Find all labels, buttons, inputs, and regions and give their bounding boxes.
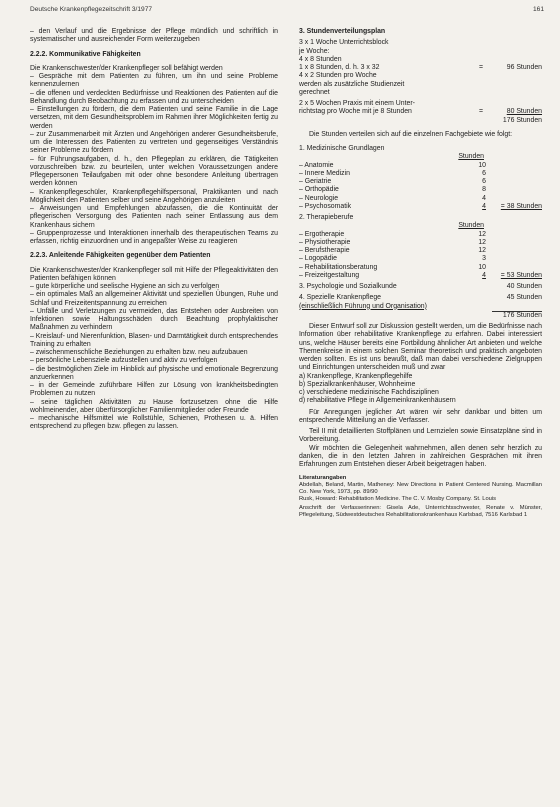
plan-text: werden als zusätzliche Studienzeit (299, 80, 405, 88)
plan-line (299, 81, 542, 89)
subject-title: 1. Medizinische Grundlagen (299, 145, 385, 152)
plan-line (299, 64, 542, 72)
subject-nursing (299, 294, 542, 311)
list-item: – die bestmöglichen Ziele im Hinblick auf physische und emotionale Begrenzung anzuerkennen (30, 365, 278, 381)
plan-text: 4 x 8 Stunden (299, 55, 342, 63)
paragraph: – den Verlauf und die Ergebnisse der Pflege mündlich und schriftlich in systematischer und ausreichender Form weiterzugeben (30, 28, 278, 44)
bullet-list (30, 283, 278, 432)
subject-total (486, 239, 542, 247)
plan-text: je Woche: (299, 47, 330, 55)
subject-name: – Logopädie (299, 255, 337, 263)
subject-hours: 4 (482, 194, 486, 202)
subject-hours: 3 (482, 255, 486, 263)
subject-hours: 45 Stunden (506, 294, 542, 302)
section-heading: 2.2.3. Anleitende Fähigkeiten gegenüber dem Patienten (30, 252, 211, 260)
section-heading: 3. Stundenverteilungsplan (299, 28, 386, 35)
list-item: c) verschiedene medizinische Fachdisziplinen (299, 389, 439, 396)
subject-total (486, 178, 542, 186)
page-number: 161 (532, 6, 544, 13)
plan-line (299, 72, 542, 80)
subject-medical (299, 145, 542, 211)
author-address: Anschrift der Verfasserinnen: Gisela Ade, Unterrichtsschwester, Renate v. Münster, Pflegeleitung, Südwestdeutsches Rehabilitationskrankenhaus Karlsbad, 7516 Karlsbad 1 (299, 505, 542, 519)
subject-item (299, 239, 542, 247)
list-item: – in der Gemeinde zuführbare Hilfen zur Lösung von krankheitsbedingten Problemen zu nutzen (30, 382, 278, 398)
section-heading: 2.2.2. Kommunikative Fähigkeiten (30, 50, 141, 58)
subject-hours: 10 (478, 161, 486, 169)
subject-name: – Rehabilitationsberatung (299, 263, 378, 271)
hours-plan-practice (299, 100, 542, 117)
subject-list (299, 231, 542, 281)
list-item: – Kreislauf- und Nierenfunktion, Blasen- und Darmtätigkeit durch entsprechendes Training zu erhalten (30, 332, 278, 348)
subject-total (486, 264, 542, 272)
list-item: – Einstellungen zu fördern, die dem Patienten und seine Familie in die Lage versetzen, mit dem Gesundheitsproblem im Rahmen ihrer Möglichkeiten fertig zu werden (30, 106, 278, 130)
subject-title: 2. Therapieberufe (299, 214, 354, 221)
paragraph: Die Krankenschwester/der Krankenpfleger soll befähigt werden (30, 64, 223, 72)
hours-plan (299, 39, 542, 97)
subject-total (486, 247, 542, 255)
subject-hours: 4 (482, 271, 486, 279)
plan-text: 4 x 2 Stunden pro Woche (299, 72, 377, 80)
subject-item (299, 203, 542, 211)
plan-line (299, 56, 542, 64)
subject-name: – Freizeitgestaltung (299, 271, 360, 279)
list-item: – zur Zusammenarbeit mit Ärzten und Angehörigen anderer Gesundheitsberufe, um die Interessen des Patienten zu vertreten und gegenseitiges Verständnis seiner Probleme zu fördern (30, 130, 278, 155)
list-item: – Gespräche mit dem Patienten zu führen, um ihn und seine Probleme kennenzulernen (30, 73, 278, 89)
subject-name: – Neurologie (299, 194, 339, 202)
subject-name: – Psychosomatik (299, 202, 352, 210)
subject-total (486, 186, 542, 194)
subject-psychology (299, 283, 542, 291)
list-item: d) rehabilitative Pflege in Allgemeinkrankenhäusern (299, 397, 456, 405)
plan-line: richtstag pro Woche mit je 8 Stunden (299, 108, 412, 116)
subject-item (299, 170, 542, 178)
paragraph: Dieser Entwurf soll zur Diskussion gestellt werden, um die Bedürfnisse nach Information über rehabilitative Krankenpflege zu erfahren. Dabei interessiert uns, welche Häuser bereits eine Fortbildung ähnlicher Art anbieten und welche Themenkreise in einem solchen Seminar theoretisch und praktisch angeboten werden sollten. Es ist uns bewußt, daß man dabei verschiedene Zielgruppen und Einrichtungen unterscheiden muß und zwar (299, 323, 542, 372)
subject-total (486, 170, 542, 178)
subject-hours: 40 Stunden (506, 283, 542, 290)
list-item: – Krankenpflegeschüler, Krankenpflegehilfspersonal, Praktikanten und nach Möglichkeit den Patienten selber und seine Angehörigen anzuleiten (30, 188, 278, 204)
plan-line (299, 89, 542, 97)
paragraph: Die Stunden verteilen sich auf die einzelnen Fachgebiete wie folgt: (309, 130, 513, 138)
list-item: – seine täglichen Aktivitäten zu Hause fortzusetzen ohne die Hilfe wohlmeinender, aber überfürsorglicher Familienmitglieder oder Freunde (30, 398, 278, 414)
list-item: – mechanische Hilfsmittel wie Rollstühle, Schienen, Prothesen u. ä. Hilfen entsprechend zu pflegen bzw. pflegen zu lassen. (30, 415, 278, 431)
hours-column-header: Stunden (458, 153, 484, 161)
subject-list (299, 162, 542, 212)
subject-title: 3. Psychologie und Sozialkunde (299, 283, 397, 290)
subject-therapy (299, 214, 542, 280)
list-item: – persönliche Lebensziele aufzustellen und aktiv zu verfolgen (30, 357, 218, 365)
subject-total (486, 195, 542, 203)
subject-hours: 6 (482, 178, 486, 185)
subject-item (299, 178, 542, 186)
subject-total (486, 255, 542, 263)
references-list (299, 482, 542, 502)
paragraph: Für Anregungen jeglicher Art wären wir sehr dankbar und bitten um entsprechende Mitteilung an die Verfasser. (299, 408, 542, 424)
subject-hours: 10 (478, 263, 486, 271)
subject-total: = 38 Stunden (500, 202, 542, 210)
left-column (30, 28, 278, 432)
plan-value-group (470, 64, 542, 72)
list-item: – ein optimales Maß an allgemeiner Aktivität und speziellen Übungen, Ruhe und Schlaf und Freizeitentspannung zu erreichen (30, 291, 278, 307)
subject-name: – Orthopädie (299, 186, 339, 194)
reference-item: Abdellah, Beland, Martin, Matheney: New Directions in Patient Centered Nursing. Macmillan Co. New York, 1973, pp. 89/90 (299, 482, 542, 495)
list-item: – Gruppenprozesse und Interaktionen innerhalb des therapeutischen Teams zu erfassen, richtig einzuordnen und in angepaßter Weise zu reagieren (30, 229, 278, 245)
subject-hours: 12 (478, 247, 486, 254)
equals-sign: = (478, 64, 484, 71)
subject-item (299, 231, 542, 239)
plan-text: 1 x 8 Stunden, d. h. 3 x 32 (299, 64, 380, 71)
plan-line (299, 48, 542, 56)
list-item: – Unfälle und Verletzungen zu vermeiden, das Entstehen oder Ausbreiten von Infektionen sowie Haltungsschäden durch Beachtung prophylaktischer Maßnahmen zu verhindern (30, 307, 278, 332)
target-group-list (299, 373, 542, 406)
list-item: – gute körperliche und seelische Hygiene an sich zu verfolgen (30, 283, 220, 290)
subject-hours: 4 (482, 202, 486, 210)
plan-text: 3 x 1 Woche Unterrichtsblock (299, 39, 389, 47)
total-hours: 176 Stunden (502, 116, 542, 124)
subject-name: – Berufstherapie (299, 247, 350, 254)
subject-hours: 6 (482, 169, 486, 177)
bullet-list (30, 73, 278, 246)
plan-line: 2 x 5 Wochen Praxis mit einem Unter- (299, 100, 415, 107)
subject-name: – Anatomie (299, 161, 334, 169)
paragraph: Die Krankenschwester/der Krankenpfleger soll mit Hilfe der Pflegeaktivitäten den Patienten befähigen können (30, 266, 278, 282)
reference-item: Rusk, Howard: Rehabilitation Medicine. The C. V. Mosby Company. St. Louis (299, 495, 497, 502)
subject-subtitle: (einschließlich Führung und Organisation) (299, 302, 427, 310)
subject-item (299, 264, 542, 272)
total-hours: 176 Stunden (492, 311, 542, 320)
list-item: – Anweisungen und Empfehlungen abzufassen, die die Kontinuität der pflegerischen Versorgung des Patienten nach seiner Entlassung aus dem Krankenhaus sichern (30, 205, 278, 229)
subject-item (299, 272, 542, 280)
paragraph: Teil II mit detaillierten Stoffplänen und Lernzielen sowie Einsatzpläne sind in Vorbereitung. (299, 428, 542, 444)
running-header: Deutsche Krankenpflegezeitschrift 3/1977 (30, 6, 153, 13)
subject-hours: 12 (478, 238, 486, 246)
subject-item (299, 195, 542, 203)
subject-hours: 8 (482, 186, 486, 194)
right-column (299, 28, 542, 519)
plan-value: 96 Stunden (506, 64, 542, 71)
list-item: b) Spezialkrankenhäuser, Wohnheime (299, 380, 416, 388)
subject-name: – Innere Medizin (299, 169, 350, 177)
subject-item (299, 255, 542, 263)
subject-title: 4. Spezielle Krankenpflege (299, 294, 381, 302)
subject-hours: 12 (478, 230, 486, 238)
plan-line (299, 39, 542, 47)
list-item: – die offenen und verdeckten Bedürfnisse und Reaktionen des Patienten auf die Behandlung durch Beobachtung zu erfassen und zu unterscheiden (30, 89, 278, 105)
list-item: – zwischenmenschliche Beziehungen zu erhalten bzw. neu aufzubauen (30, 349, 248, 356)
equals-sign: = (478, 108, 484, 116)
list-item: a) Krankenpflege, Krankenpflegehilfe (299, 372, 413, 380)
subject-item (299, 162, 542, 170)
plan-value: 80 Stunden (506, 108, 542, 116)
subject-name: – Physiotherapie (299, 238, 351, 246)
subject-name: – Ergotherapie (299, 230, 345, 238)
subject-item (299, 247, 542, 255)
subject-name: – Geriatrie (299, 178, 332, 185)
subject-total: = 53 Stunden (500, 271, 542, 279)
references-heading: Literaturangaben (299, 475, 347, 482)
paragraph: Wir möchten die Gelegenheit wahrnehmen, allen denen sehr herzlich zu danken, die in den letzten Jahren in zahlreichen Gesprächen mit ihren Erfahrungen zum Entstehen dieser Arbeit beigetragen haben. (299, 444, 542, 468)
subject-total (486, 162, 542, 170)
plan-text: gerechnet (299, 88, 330, 96)
subject-total (486, 231, 542, 239)
hours-column-header: Stunden (458, 222, 484, 230)
list-item: – für Führungsaufgaben, d. h., den Pflegeplan zu erklären, die Tätigkeiten vorzuschreiben bzw. zu beurteilen, unter welchen Voraussetzungen andere Pflegepersonen Teilaufgaben mit oder ohne besondere Anleitung übertragen werden können (30, 155, 278, 188)
subject-item (299, 186, 542, 194)
